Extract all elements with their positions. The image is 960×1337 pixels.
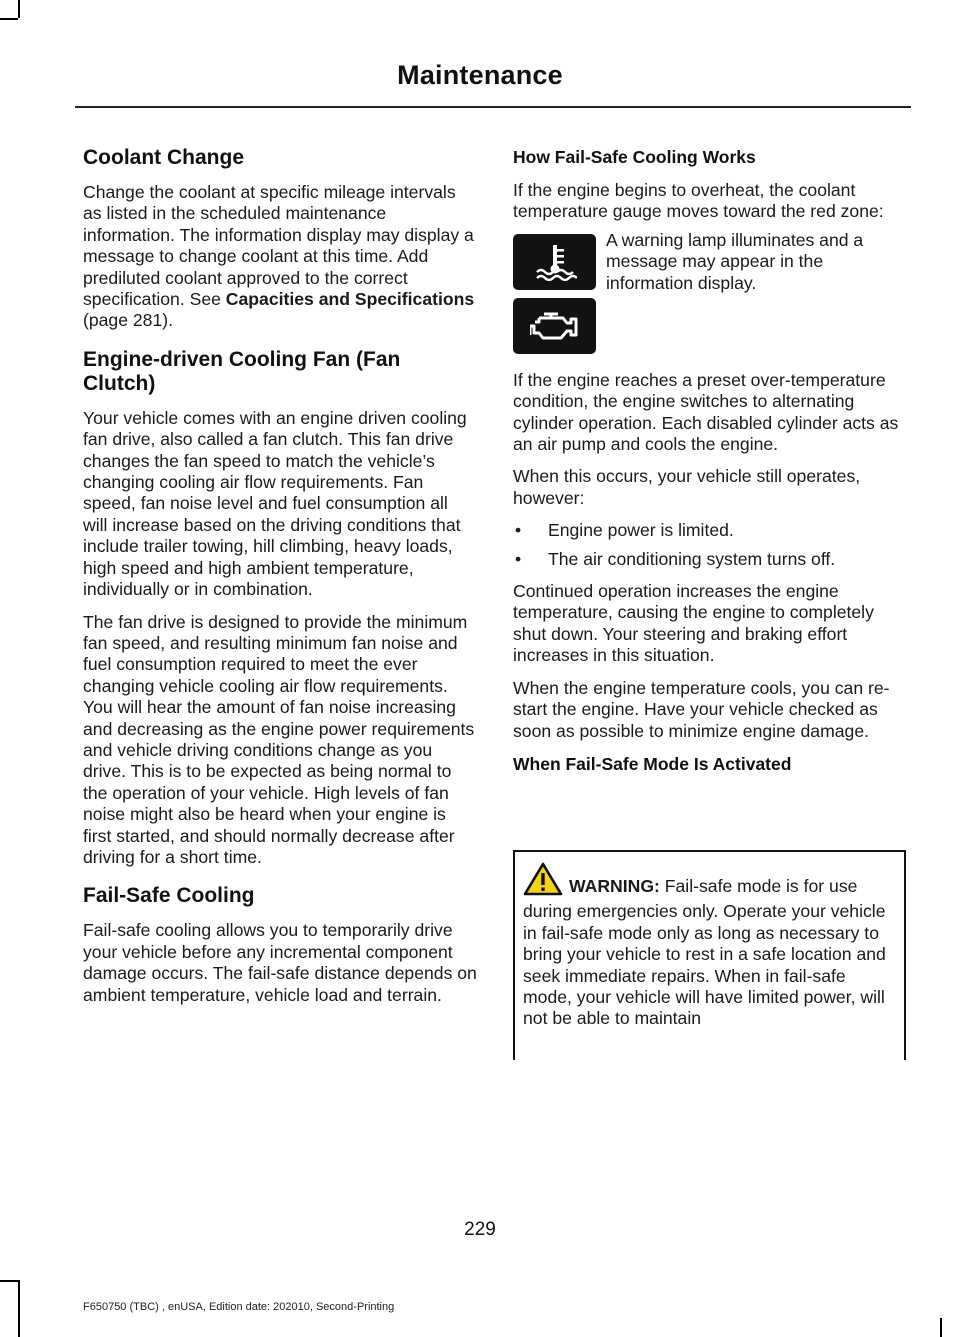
limitations-list xyxy=(513,520,910,570)
warning-box xyxy=(513,850,906,1060)
warning-paragraph xyxy=(523,862,896,1030)
warning-lamp-text: A warning lamp illuminates and a message may appear in the information display. xyxy=(606,229,864,293)
overheat-paragraph: If the engine begins to overheat, the coolant temperature gauge moves toward the red zone: xyxy=(513,180,884,222)
coolant-change-heading: Coolant Change xyxy=(83,146,244,169)
fan-clutch-paragraph-1: Your vehicle comes with an engine driven cooling fan drive, also called a fan clutch. This fan drive changes the fan speed to match the vehicle’s changing cooling air flow requirements. Fan speed, fan noise level and fuel consumption all will increase based on the driving conditions that include trailer towing, hill climbing, heavy loads, high speed and high ambient temperature, individually or in combination. xyxy=(83,407,467,600)
left-column xyxy=(83,146,477,1017)
page-number: 229 xyxy=(464,1219,496,1240)
fail-safe-activated-heading: When Fail-Safe Mode Is Activated xyxy=(513,753,792,774)
continued-operation-paragraph: Continued operation increases the engine temperature, causing the engine to completely shut down. Your steering and braking effort increases in this situation. xyxy=(513,581,874,666)
engine-cools-paragraph: When the engine temperature cools, you can re-start the engine. Have your vehicle checked as soon as possible to minimize engine damage. xyxy=(513,677,890,741)
warning-lamp-icons xyxy=(513,234,596,354)
header-divider xyxy=(75,106,911,108)
warning-lamp-block xyxy=(513,229,910,354)
fail-safe-cooling-heading: Fail-Safe Cooling xyxy=(83,884,255,908)
fan-clutch-heading: Engine-driven Cooling Fan (Fan Clutch) xyxy=(83,347,401,395)
warning-triangle-icon xyxy=(523,862,563,901)
fail-safe-cooling-paragraph: Fail-safe cooling allows you to temporarily drive your vehicle before any incremental component damage occurs. The fail-safe distance depends on ambient temperature, vehicle load and terrain. xyxy=(83,920,477,1005)
bullet: • xyxy=(515,520,522,541)
list-item xyxy=(513,520,910,541)
bullet: • xyxy=(515,548,522,569)
page-title: Maintenance xyxy=(397,60,563,90)
fan-clutch-paragraph-2: The fan drive is designed to provide the minimum fan speed, and resulting minimum fan noise and fuel consumption required to meet the ever changing vehicle cooling air flow requirements. You will hear the amount of fan noise increasing and decreasing as the engine power requirements and vehicle driving conditions change as you drive. This is to be expected as being normal to the operation of your vehicle. High levels of fan noise might also be heard when your engine is first started, and should normally decrease after driving for a short time. xyxy=(83,611,475,867)
list-item xyxy=(513,549,910,570)
list-item-text: The air conditioning system turns off. xyxy=(548,548,836,569)
how-fail-safe-works-heading: How Fail-Safe Cooling Works xyxy=(513,147,756,167)
crop-mark xyxy=(18,1280,20,1337)
warning-label: WARNING: xyxy=(569,876,660,896)
crop-mark xyxy=(0,1280,18,1282)
edition-info: F650750 (TBC) , enUSA, Edition date: 202010, Second-Printing xyxy=(83,1301,395,1313)
warning-text: Fail-safe mode is for use during emergencies only. Operate your vehicle in fail-safe mode only as long as necessary to bring your vehicle to rest in a safe location and seek immediate repairs. When in fail-safe mode, your vehicle will have limited power, will not be able to maintain xyxy=(523,876,886,1029)
crop-mark xyxy=(940,1318,942,1337)
right-column xyxy=(513,146,910,787)
page-reference: (page 281). xyxy=(83,310,173,331)
crop-mark xyxy=(18,0,20,18)
coolant-temperature-icon xyxy=(513,234,596,290)
over-temperature-paragraph: If the engine reaches a preset over-temperature condition, the engine switches to alternating cylinder operation. Each disabled cylinder acts as an air pump and cools the engine. xyxy=(513,369,899,455)
list-item-text: Engine power is limited. xyxy=(548,520,734,541)
capacities-link[interactable]: Capacities and Specifications xyxy=(225,289,475,310)
engine-icon xyxy=(513,298,596,354)
crop-mark xyxy=(0,18,18,20)
coolant-change-text: Change the coolant at specific mileage intervals as listed in the scheduled maintenance information. The information display may display a message to change coolant at this time. Add prediluted coolant approved to the correct specification. See xyxy=(83,182,474,310)
coolant-change-paragraph xyxy=(83,182,477,332)
still-operates-paragraph: When this occurs, your vehicle still operates, however: xyxy=(513,466,861,508)
